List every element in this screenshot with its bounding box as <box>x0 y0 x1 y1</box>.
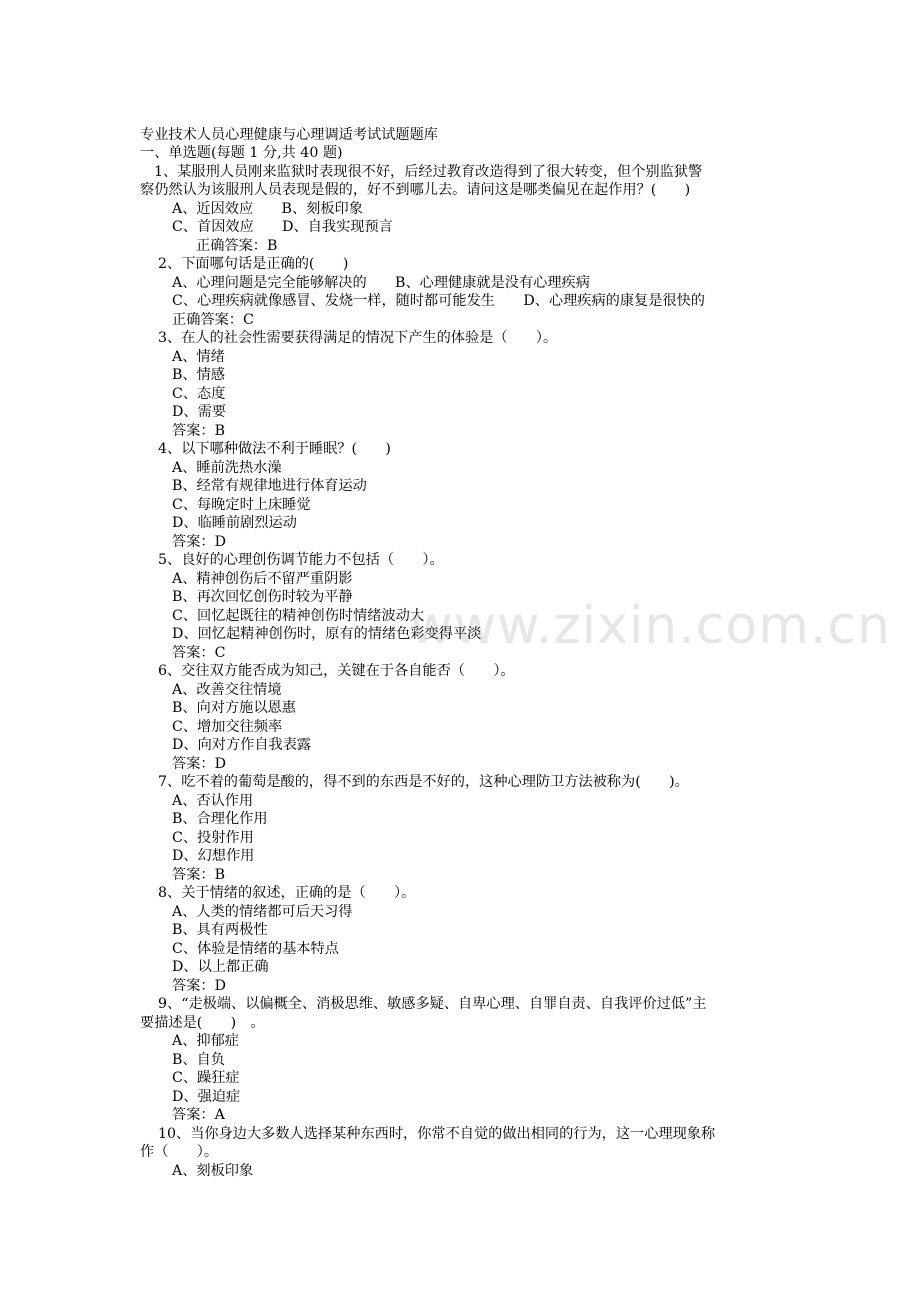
question-8-option-d: D、以上都正确 <box>172 959 269 975</box>
question-5-answer: 答案：C <box>172 645 226 661</box>
question-6-option-a: A、改善交往情境 <box>172 682 282 698</box>
question-3-answer: 答案：B <box>172 423 225 439</box>
question-9-option-c: C、躁狂症 <box>172 1070 240 1086</box>
question-6-option-b: B、向对方施以恩惠 <box>172 700 296 716</box>
question-6-answer: 答案：D <box>172 756 226 772</box>
question-1-option-row: C、首因效应 D、自我实现预言 <box>172 219 393 235</box>
question-8-option-c: C、体验是情绪的基本特点 <box>172 941 339 957</box>
question-6-text: 6、交往双方能否成为知己，关键在于各自能否（ ）。 <box>158 663 515 679</box>
question-9-option-a: A、抑郁症 <box>172 1033 239 1049</box>
question-3-option-d: D、需要 <box>172 404 226 420</box>
question-5-option-d: D、回忆起精神创伤时，原有的情绪色彩变得平淡 <box>172 626 482 642</box>
question-4-option-d: D、临睡前剧烈运动 <box>172 515 297 531</box>
question-2-option-row: A、心理问题是完全能够解决的 B、心理健康就是没有心理疾病 <box>172 275 590 291</box>
question-9-option-b: B、自负 <box>172 1052 225 1068</box>
question-6-option-d: D、向对方作自我表露 <box>172 737 312 753</box>
question-1-text: 1、某服刑人员刚来监狱时表现很不好，后经过教育改造得到了很大转变，但个别监狱警 <box>154 164 703 180</box>
watermark: www.zixin.com.cn <box>410 596 891 656</box>
question-4-answer: 答案：D <box>172 534 226 550</box>
question-7-option-d: D、幻想作用 <box>172 848 255 864</box>
question-2-answer: 正确答案：C <box>172 312 254 328</box>
question-10-text: 10、当你身边大多数人选择某种东西时，你常不自觉的做出相同的行为，这一心理现象称 <box>158 1126 716 1142</box>
question-10-text-cont: 作（ ）。 <box>140 1144 219 1160</box>
question-1-text-cont: 察仍然认为该服刑人员表现是假的，好不到哪儿去。请问这是哪类偏见在起作用？( ) <box>140 182 691 198</box>
question-7-option-b: B、合理化作用 <box>172 811 268 827</box>
question-3-option-b: B、情感 <box>172 367 225 383</box>
question-4-option-c: C、每晚定时上床睡觉 <box>172 497 311 513</box>
question-2-text: 2、下面哪句话是正确的( ) <box>158 256 349 272</box>
question-1-answer: 正确答案：B <box>196 238 278 254</box>
question-3-option-a: A、情绪 <box>172 349 225 365</box>
question-5-option-b: B、再次回忆创伤时较为平静 <box>172 589 353 605</box>
question-6-option-c: C、增加交往频率 <box>172 719 283 735</box>
question-8-text: 8、关于情绪的叙述，正确的是（ ）。 <box>158 885 416 901</box>
question-3-option-c: C、态度 <box>172 386 226 402</box>
question-9-text: 9、“走极端、以偏概全、消极思维、敏感多疑、自卑心理、自罪自责、自我评价过低”主 <box>158 996 707 1012</box>
question-7-option-a: A、否认作用 <box>172 793 254 809</box>
question-3-text: 3、在人的社会性需要获得满足的情况下产生的体验是（ ）。 <box>158 330 558 346</box>
question-4-option-b: B、经常有规律地进行体育运动 <box>172 478 367 494</box>
question-1-option-row: A、近因效应 B、刻板印象 <box>172 201 363 217</box>
question-5-option-c: C、回忆起既往的精神创伤时情绪波动大 <box>172 608 425 624</box>
question-4-option-a: A、睡前洗热水澡 <box>172 460 282 476</box>
question-4-text: 4、以下哪种做法不利于睡眠？( ) <box>158 441 391 457</box>
question-8-option-a: A、人类的情绪都可后天习得 <box>172 904 353 920</box>
question-8-answer: 答案：D <box>172 978 226 994</box>
question-5-text: 5、良好的心理创伤调节能力不包括（ ）。 <box>158 552 444 568</box>
question-8-option-b: B、具有两极性 <box>172 922 268 938</box>
question-2-option-row: C、心理疾病就像感冒、发烧一样，随时都可能发生 D、心理疾病的康复是很快的 <box>172 293 705 309</box>
question-7-answer: 答案：B <box>172 867 225 883</box>
question-9-text-cont: 要描述是( ) 。 <box>140 1015 265 1031</box>
document-title: 专业技术人员心理健康与心理调适考试试题题库 <box>140 127 438 143</box>
question-10-option-a: A、刻板印象 <box>172 1163 254 1179</box>
question-7-option-c: C、投射作用 <box>172 830 254 846</box>
section-heading: 一、单选题(每题 1 分,共 40 题) <box>140 145 343 161</box>
question-9-answer: 答案：A <box>172 1107 225 1123</box>
question-7-text: 7、吃不着的葡萄是酸的，得不到的东西是不好的，这种心理防卫方法被称为( )。 <box>158 774 689 790</box>
question-5-option-a: A、精神创伤后不留严重阴影 <box>172 571 353 587</box>
question-9-option-d: D、强迫症 <box>172 1089 241 1105</box>
